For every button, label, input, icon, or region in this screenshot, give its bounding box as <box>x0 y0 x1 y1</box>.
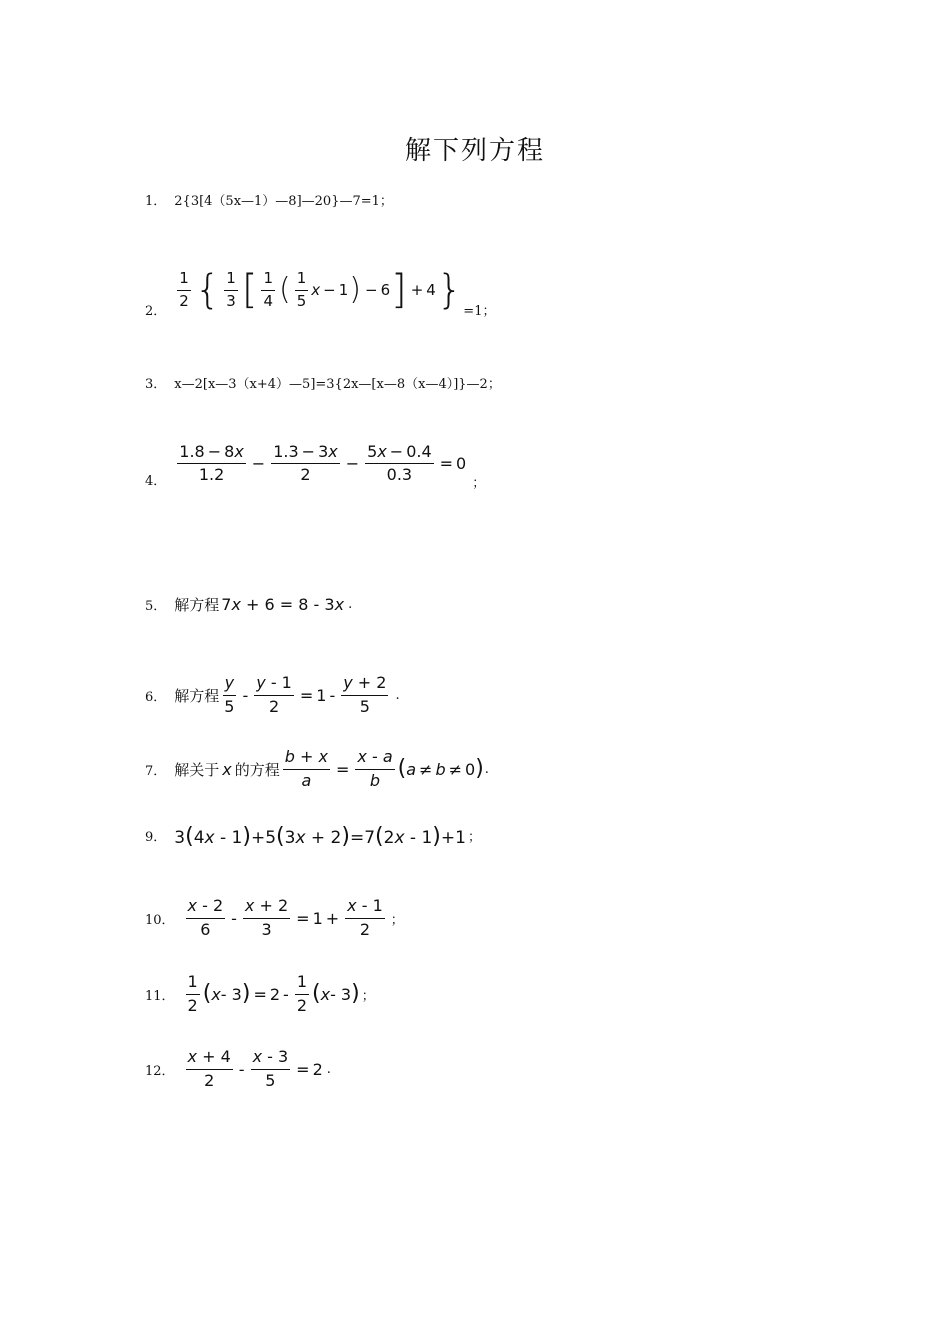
equation-tail: ； <box>390 912 404 928</box>
problem-7 <box>145 743 489 795</box>
problem-3 <box>145 373 501 392</box>
equation-tail: ； <box>467 830 481 845</box>
equation-tail: . <box>326 1061 331 1077</box>
problem-number: 10． <box>145 912 175 928</box>
equation-tail: . <box>348 597 353 612</box>
equation-tail: ； <box>361 988 375 1004</box>
equation-tail: =1； <box>463 304 496 319</box>
variable: x <box>222 759 232 779</box>
equation: $\frac{b + x}{a}$ = $\frac{x - a}{b}$ ( a ≠ b ≠ 0 ) <box>284 747 484 790</box>
problem-2 <box>145 255 495 325</box>
problem-prefix: 解方程 <box>174 596 220 614</box>
equation-tail: . <box>484 761 489 777</box>
problem-number: 3． <box>145 377 167 392</box>
problem-4 <box>145 436 485 491</box>
equation: $\frac{x - 2}{6}$ - $\frac{x + 2}{3}$ = 1 + $\frac{x - 1}{2}$ <box>187 896 383 939</box>
problem-prefix: 解关于 <box>174 760 220 779</box>
equation-tail: ； <box>472 476 486 491</box>
problem-11 <box>145 969 375 1019</box>
equation: x—2[x—3（x+4）—5]=3{2x—[x—8（x—4）]}—2； <box>174 377 501 392</box>
equation: $\frac{1}{2}$ ( x - 3 ) = 2 - $\frac{1}{2}$ ( x - 3 ) <box>187 972 360 1015</box>
problem-number: 5． <box>145 599 167 614</box>
equation: 2{3[4（5x—1）—8]—20}—7=1； <box>174 194 393 209</box>
problem-number: 2． <box>145 304 167 319</box>
equation: $\frac{1.8 - 8x}{1.2}$ − $\frac{1.3 - 3x}{2}$ − $\frac{5x - 0.4}{0.3}$ = 0 <box>179 441 467 484</box>
page-title: 解下列方程 <box>404 136 545 166</box>
problem-9 <box>145 826 481 848</box>
problem-5 <box>145 594 352 615</box>
equation: $\frac{y}{5}$ - $\frac{y - 1}{2}$ = 1 - $\frac{y + 2}{5}$ <box>224 673 387 716</box>
problem-number: 9． <box>145 830 167 845</box>
problem-number: 7． <box>145 763 167 779</box>
problem-number: 1． <box>145 194 167 209</box>
problem-number: 11． <box>145 988 175 1004</box>
problem-6 <box>145 670 400 720</box>
problem-number: 6． <box>145 689 167 705</box>
problem-prefix: 解方程 <box>174 686 220 705</box>
problem-12 <box>145 1044 331 1094</box>
problem-number: 12． <box>145 1063 175 1079</box>
problem-10 <box>145 893 404 943</box>
problem-1 <box>145 190 393 209</box>
equation: $\frac{1}{2}$ { $\frac{1}{3}$ [ $\frac{1}{4}$ ( $\frac{1}{5}$ x − 1 ) − 6 ] + 4 } <box>179 267 463 313</box>
problem-middle: 的方程 <box>234 760 280 779</box>
equation-tail: . <box>395 687 400 703</box>
equation: 7x + 6 = 8 - 3x <box>221 595 345 614</box>
equation: $\frac{x + 4}{2}$ - $\frac{x - 3}{5}$ = 2 <box>187 1047 323 1090</box>
problem-number: 4． <box>145 474 167 489</box>
equation: 3(4x - 1)+5(3x + 2)=7(2x - 1)+1 <box>174 824 466 849</box>
